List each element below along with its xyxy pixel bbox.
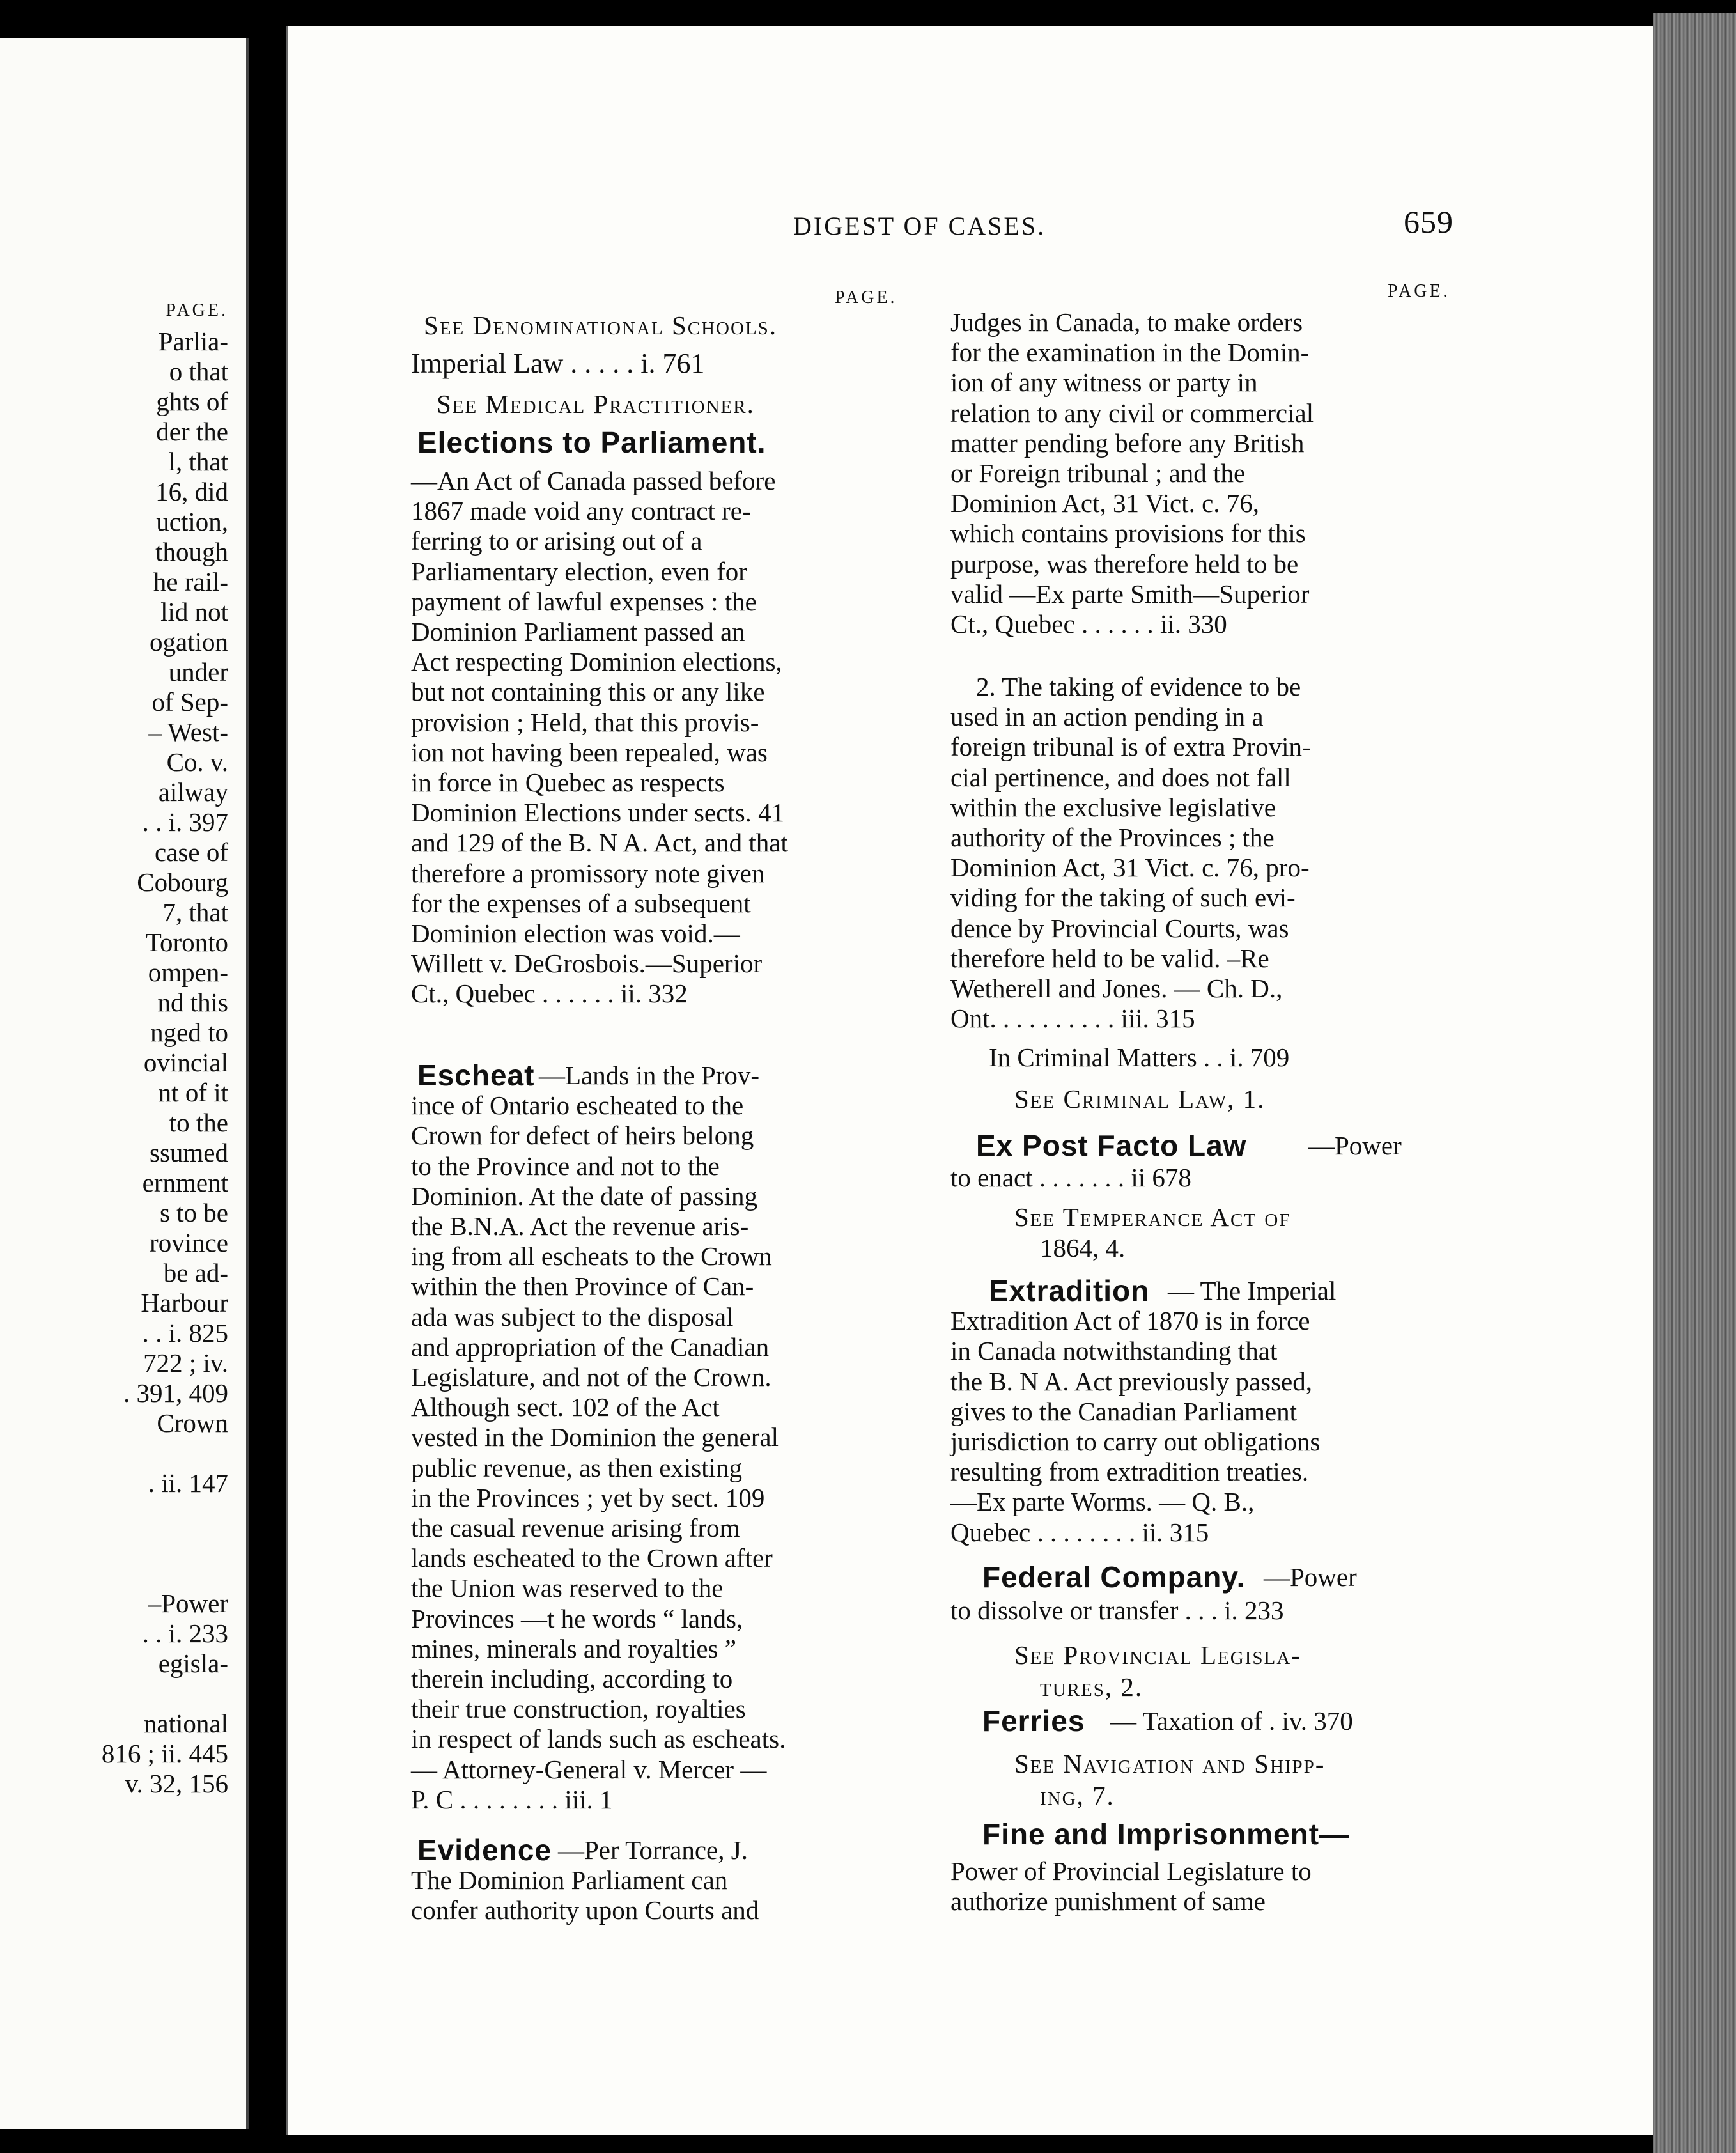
left-page-line: Cobourg — [137, 867, 228, 897]
entry-text-line: — Attorney-General v. Mercer — — [411, 1754, 767, 1784]
left-page-line: ssumed — [150, 1138, 228, 1167]
left-page-line: der the — [156, 417, 228, 446]
entry-text-line: gives to the Canadian Parliament — [950, 1396, 1297, 1426]
entry-text-line: Crown for defect of heirs belong — [411, 1121, 754, 1151]
entry-text-line: — The Imperial — [1168, 1276, 1337, 1305]
entry-text-line: resulting from extradition treaties. — [950, 1457, 1309, 1487]
entry-text-line: Dominion Act, 31 Vict. c. 76, pro- — [950, 853, 1310, 883]
entry-text-line: and appropriation of the Canadian — [411, 1332, 770, 1362]
entry-text-line: the B.N.A. Act the revenue aris- — [411, 1211, 749, 1241]
entry-heading: Escheat — [417, 1059, 535, 1092]
entry-text-line: Although sect. 102 of the Act — [411, 1392, 720, 1422]
left-page-line: Toronto — [145, 928, 228, 957]
entry-text-line: jurisdiction to carry out obligations — [950, 1427, 1321, 1456]
index-entry: In Criminal Matters . . i. 709 — [989, 1043, 1290, 1072]
left-page-line: 7, that — [162, 898, 228, 927]
left-page-line: ernment — [142, 1168, 228, 1197]
left-page-line: nged to — [150, 1018, 228, 1047]
entry-text-line: foreign tribunal is of extra Provin- — [950, 732, 1311, 762]
left-page-line: 816 ; ii. 445 — [101, 1739, 228, 1768]
entry-text-line: used in an action pending in a — [950, 702, 1264, 732]
entry-text-line: Willett v. DeGrosbois.—Superior — [411, 949, 763, 979]
entry-text-line: therefore held to be valid. –Re — [950, 943, 1269, 973]
left-page-line: of Sep- — [151, 687, 228, 717]
main-page — [286, 26, 1655, 2135]
entry-text-line: 1867 made void any contract re- — [411, 496, 751, 526]
entry-text-line: ion not having been repealed, was — [411, 737, 768, 767]
left-page-line: egisla- — [158, 1649, 228, 1678]
cross-reference: See Criminal Law, 1. — [1014, 1084, 1266, 1114]
left-page-line: Co. v. — [166, 747, 228, 777]
cross-reference: tures, 2. — [1040, 1672, 1143, 1702]
entry-text-line: Dominion Parliament passed an — [411, 617, 745, 646]
entry-heading: Evidence — [417, 1833, 552, 1867]
entry-text-line: Ct., Quebec . . . . . . ii. 330 — [950, 609, 1227, 639]
page-title: DIGEST OF CASES. — [793, 212, 1046, 240]
entry-text-line: provision ; Held, that this provis- — [411, 707, 759, 737]
page-number: 659 — [1404, 204, 1453, 240]
entry-text-line: to enact . . . . . . . ii 678 — [950, 1163, 1191, 1192]
left-page-line: lid not — [160, 597, 228, 626]
entry-heading: Extradition — [989, 1274, 1150, 1307]
entry-text-line: which contains provisions for this — [950, 518, 1306, 548]
entry-text-line: valid —Ex parte Smith—Superior — [950, 579, 1310, 609]
entry-text-line: matter pending before any British — [950, 428, 1305, 458]
entry-text-line: Provinces —t he words “ lands, — [411, 1603, 743, 1633]
entry-text-line: Dominion election was void.— — [411, 919, 740, 948]
left-page-line: –Power — [148, 1589, 228, 1618]
cross-reference: See Temperance Act of — [1014, 1202, 1291, 1232]
cross-reference: ing, 7. — [1040, 1781, 1115, 1810]
cross-reference: See Provincial Legisla- — [1014, 1640, 1301, 1670]
entry-heading: Ferries — [982, 1704, 1085, 1737]
entry-heading: Ex Post Facto Law — [976, 1129, 1247, 1162]
entry-text-line: in the Provinces ; yet by sect. 109 — [411, 1482, 765, 1512]
entry-text-line: Legislature, and not of the Crown. — [411, 1362, 771, 1392]
entry-text-line: Dominion Elections under sects. 41 — [411, 798, 785, 828]
entry-text-line: —Lands in the Prov- — [539, 1061, 760, 1090]
left-page-line: ovincial — [143, 1048, 228, 1077]
entry-text-line: lands escheated to the Crown after — [411, 1543, 773, 1573]
left-page-line: though — [155, 537, 228, 566]
entry-text-line: confer authority upon Courts and — [411, 1895, 759, 1925]
entry-text-line: Judges in Canada, to make orders — [950, 307, 1303, 337]
entry-text-line: vested in the Dominion the general — [411, 1422, 779, 1452]
entry-heading: Elections to Parliament. — [417, 426, 766, 459]
entry-text-line: therefore a promissory note given — [411, 858, 765, 888]
entry-text-line: in Canada notwithstanding that — [950, 1336, 1278, 1366]
entry-text-line: within the exclusive legislative — [950, 792, 1276, 822]
entry-text-line: viding for the taking of such evi- — [950, 883, 1296, 913]
entry-text-line: therein including, according to — [411, 1664, 733, 1693]
entry-text-line: to the Province and not to the — [411, 1151, 720, 1181]
left-page-line: nd this — [157, 988, 228, 1017]
entry-text-line: —Power — [1264, 1562, 1357, 1592]
left-page-line: . 391, 409 — [123, 1378, 228, 1408]
left-page-line: v. 32, 156 — [125, 1769, 228, 1798]
entry-text-line: ing from all escheats to the Crown — [411, 1241, 772, 1271]
entry-text-line: or Foreign tribunal ; and the — [950, 458, 1246, 488]
left-page-line: ailway — [158, 777, 228, 807]
left-page-line: he rail- — [153, 567, 228, 596]
entry-text-line: Dominion. At the date of passing — [411, 1181, 758, 1211]
left-page-line: national — [143, 1709, 228, 1738]
entry-text-line: Ct., Quebec . . . . . . ii. 332 — [411, 979, 688, 1009]
entry-text-line: in force in Quebec as respects — [411, 768, 725, 797]
left-page-line: Parlia- — [158, 327, 228, 356]
left-page-line: under — [168, 657, 228, 687]
entry-text-line: ada was subject to the disposal — [411, 1302, 734, 1332]
entry-text-line: Power of Provincial Legislature to — [950, 1856, 1312, 1886]
entry-text-line: purpose, was therefore held to be — [950, 548, 1299, 579]
left-page-line: o that — [169, 357, 228, 386]
left-page-line: . . i. 397 — [142, 807, 228, 837]
entry-text-line: ince of Ontario escheated to the — [411, 1091, 744, 1121]
entry-text-line: within the then Province of Can- — [411, 1271, 754, 1302]
entry-text-line: ferring to or arising out of a — [411, 526, 702, 556]
left-page-line: nt of it — [158, 1078, 228, 1107]
left-page-line: 16, did — [155, 477, 228, 506]
entry-text-line: Wetherell and Jones. — Ch. D., — [950, 974, 1283, 1003]
left-page-line: ghts of — [156, 387, 228, 416]
entry-text-line: cial pertinence, and does not fall — [950, 762, 1291, 792]
entry-text-line: Dominion Act, 31 Vict. c. 76, — [950, 488, 1260, 518]
left-page-label: PAGE. — [166, 300, 228, 320]
index-entry: Imperial Law . . . . . i. 761 — [411, 348, 705, 379]
entry-heading: Fine and Imprisonment— — [982, 1817, 1350, 1851]
cross-reference: 1864, 4. — [1040, 1233, 1126, 1263]
entry-text-line: 2. The taking of evidence to be — [976, 672, 1301, 701]
entry-text-line: —Ex parte Worms. — Q. B., — [950, 1487, 1255, 1517]
cross-reference: See Navigation and Shipp- — [1014, 1749, 1326, 1778]
entry-text-line: —Power — [1308, 1131, 1402, 1160]
entry-text-line: Act respecting Dominion elections, — [411, 647, 782, 677]
column1-page-label: PAGE. — [835, 288, 897, 307]
left-page-line: ogation — [150, 627, 228, 657]
entry-text-line: authorize punishment of same — [950, 1886, 1266, 1916]
left-page-line: Crown — [157, 1408, 228, 1438]
book-page-edges — [1653, 13, 1736, 2153]
left-page-line: be ad- — [163, 1258, 228, 1287]
left-page-line: ompen- — [148, 958, 228, 987]
left-page-line: case of — [155, 837, 228, 867]
entry-text-line: the B. N A. Act previously passed, — [950, 1366, 1312, 1396]
entry-text-line: —An Act of Canada passed before — [411, 466, 776, 495]
left-page-line: s to be — [159, 1198, 228, 1227]
entry-text-line: mines, minerals and royalties ” — [411, 1633, 736, 1663]
entry-text-line: the casual revenue arising from — [411, 1513, 740, 1543]
entry-text-line: payment of lawful expenses : the — [411, 586, 757, 616]
entry-text-line: authority of the Provinces ; the — [950, 823, 1275, 852]
entry-text-line: relation to any civil or commercial — [950, 398, 1314, 428]
left-page-line: – West- — [148, 717, 228, 747]
cross-reference: See Denominational Schools. — [424, 311, 778, 340]
left-page-line: 722 ; iv. — [143, 1348, 228, 1378]
left-page-line: . ii. 147 — [148, 1468, 228, 1498]
entry-heading: Federal Company. — [982, 1560, 1246, 1594]
entry-text-line: their true construction, royalties — [411, 1694, 746, 1724]
entry-text-line: public revenue, as then existing — [411, 1452, 743, 1482]
column2-page-label: PAGE. — [1388, 281, 1450, 301]
entry-text-line: for the examination in the Domin- — [950, 338, 1310, 368]
entry-text-line: Extradition Act of 1870 is in force — [950, 1306, 1310, 1336]
left-page-line: rovince — [150, 1228, 228, 1257]
entry-text-line: Parliamentary election, even for — [411, 556, 747, 586]
entry-text-line: in respect of lands such as escheats. — [411, 1724, 786, 1754]
left-page-line: l, that — [168, 447, 228, 476]
cross-reference: See Medical Practitioner. — [437, 389, 755, 419]
left-page-line: . . i. 825 — [142, 1318, 228, 1348]
left-page-line: to the — [169, 1108, 228, 1137]
entry-text-line: ion of any witness or party in — [950, 368, 1258, 398]
left-page-line: uction, — [156, 507, 228, 536]
left-page-line: Harbour — [141, 1288, 228, 1317]
entry-text-line: to dissolve or transfer . . . i. 233 — [950, 1596, 1284, 1625]
entry-text-line: Quebec . . . . . . . . ii. 315 — [950, 1517, 1209, 1547]
entry-text-line: — Taxation of . iv. 370 — [1110, 1706, 1353, 1736]
entry-text-line: P. C . . . . . . . . iii. 1 — [411, 1784, 613, 1814]
entry-text-line: The Dominion Parliament can — [411, 1865, 728, 1895]
entry-text-line: for the expenses of a subsequent — [411, 888, 751, 918]
entry-text-line: dence by Provincial Courts, was — [950, 913, 1289, 943]
entry-text-line: —Per Torrance, J. — [558, 1835, 748, 1865]
entry-text-line: the Union was reserved to the — [411, 1573, 724, 1603]
entry-text-line: Ont. . . . . . . . . . iii. 315 — [950, 1004, 1195, 1034]
left-facing-page — [0, 38, 249, 2129]
entry-text-line: but not containing this or any like — [411, 677, 765, 707]
left-page-line: . . i. 233 — [142, 1619, 228, 1648]
entry-text-line: and 129 of the B. N A. Act, and that — [411, 828, 788, 858]
